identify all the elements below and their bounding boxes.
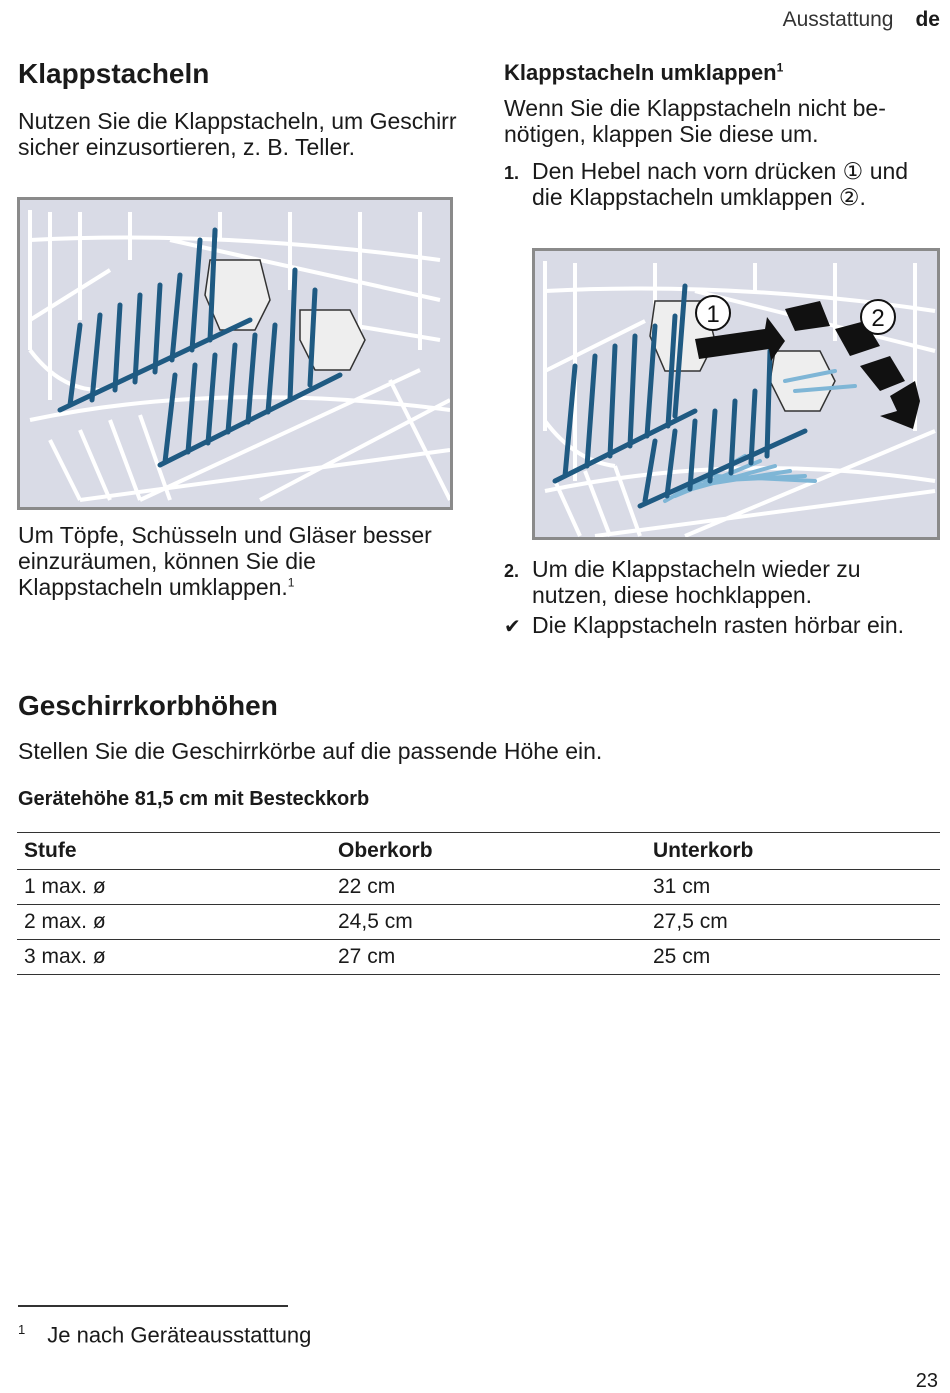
fold-tines-paragraph: [18, 522, 458, 600]
table-row: [17, 905, 940, 940]
footnote-divider: [18, 1305, 288, 1307]
basket-height-table: [17, 832, 940, 975]
page-number: 23: [915, 1370, 938, 1392]
figure-rack-tines-folding: [532, 248, 940, 540]
check-icon: ✔: [504, 616, 521, 638]
rack-folding-illustration: [535, 251, 937, 537]
table-row: [17, 870, 940, 905]
cell-oberkorb: 24,5 cm: [331, 905, 646, 940]
section2-intro: Stellen Sie die Geschirrkörbe auf die passende Höhe ein.: [18, 738, 603, 764]
header-stufe: Stufe: [17, 833, 331, 870]
section-title-geschirrkorbhoehen: Geschirrkorbhöhen: [18, 690, 278, 721]
language-code: de: [915, 8, 940, 31]
footnote-reference: 1: [287, 575, 295, 590]
subsection-intro: Wenn Sie die Klappstacheln nicht be-nötigen, klappen Sie diese um.: [504, 95, 886, 147]
section-title-klappstacheln: Klappstacheln: [18, 58, 210, 89]
cell-stufe: 2 max. ø: [17, 905, 331, 940]
figure-rack-tines-up: [17, 197, 453, 510]
cell-oberkorb: 27 cm: [331, 940, 646, 975]
svg-text:1: 1: [706, 301, 720, 328]
cell-stufe: 3 max. ø: [17, 940, 331, 975]
cell-oberkorb: 22 cm: [331, 870, 646, 905]
running-header: [783, 8, 940, 32]
callout-1: [696, 296, 730, 330]
cell-unterkorb: 25 cm: [646, 940, 940, 975]
footnote-text: Je nach Geräteausstattung: [47, 1322, 312, 1348]
result-text: Die Klappstacheln rasten hörbar ein.: [532, 612, 905, 638]
table-header-row: [17, 833, 940, 870]
step-2: [504, 556, 944, 612]
rack-illustration: [20, 200, 450, 507]
step-text: Den Hebel nach vorn drücken ① und die Klappstacheln umklappen ②.: [532, 158, 909, 210]
step-1: [504, 158, 944, 238]
header-oberkorb: Oberkorb: [331, 833, 646, 870]
cell-stufe: 1 max. ø: [17, 870, 331, 905]
step-number: 2.: [504, 561, 520, 581]
section-name: Ausstattung: [782, 8, 894, 31]
callout-2: [861, 300, 895, 334]
subsection-title: [504, 60, 783, 86]
svg-text:2: 2: [871, 305, 885, 332]
step-result: [504, 612, 944, 668]
footnote: [18, 1322, 311, 1348]
step-text: Um die Klappstacheln wieder zu nutzen, diese hochklappen.: [532, 556, 861, 608]
header-unterkorb: Unterkorb: [646, 833, 940, 870]
subsection-title-text: Klappstacheln umklappen: [504, 60, 777, 85]
footnote-number: 1: [18, 1322, 26, 1337]
table-caption: Gerätehöhe 81,5 cm mit Besteckkorb: [18, 788, 370, 810]
table-row: [17, 940, 940, 975]
intro-paragraph: Nutzen Sie die Klappstacheln, um Geschirr sicher einzusortieren, z. B. Teller.: [18, 108, 457, 160]
subsection-footnote-ref: 1: [776, 60, 784, 75]
fold-tines-text: Um Töpfe, Schüsseln und Gläser besser einzuräumen, können Sie die Klappstacheln umklappen.: [18, 522, 432, 600]
step-number: 1.: [504, 163, 520, 183]
cell-unterkorb: 27,5 cm: [646, 905, 940, 940]
cell-unterkorb: 31 cm: [646, 870, 940, 905]
